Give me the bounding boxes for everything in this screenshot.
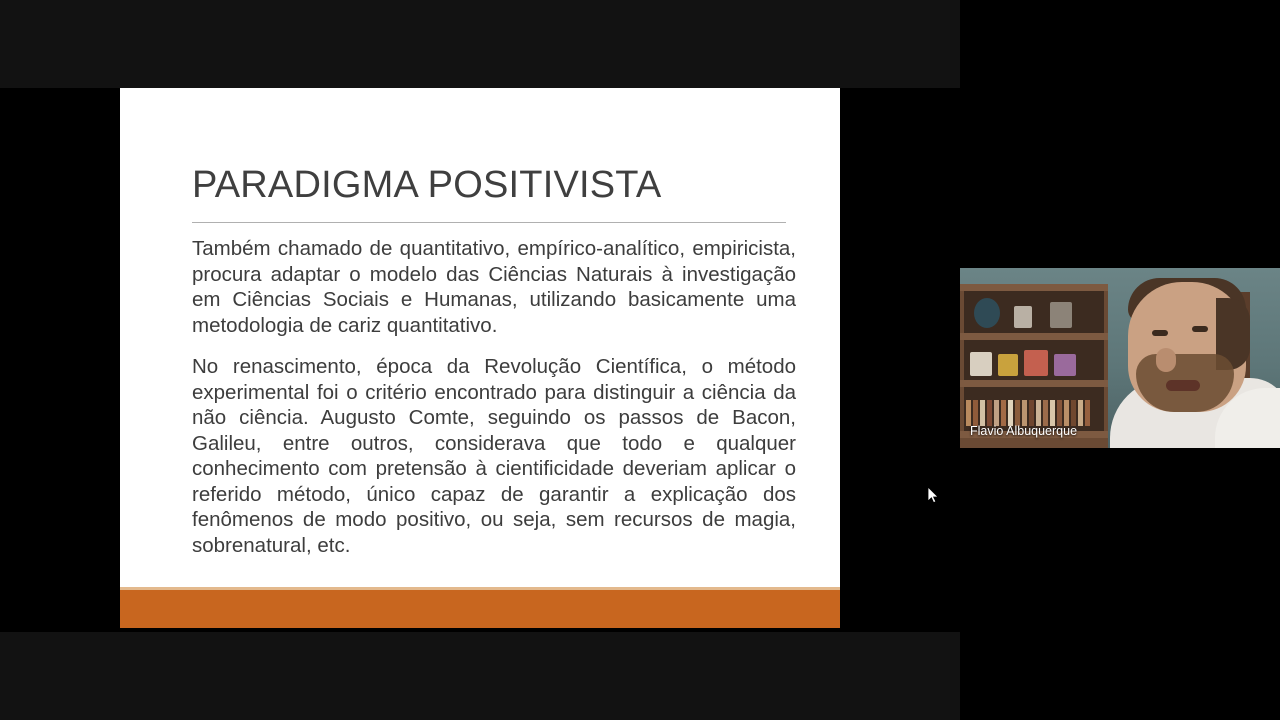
letterbox-bottom	[0, 632, 960, 720]
title-divider	[192, 222, 786, 223]
speaker-nose	[1156, 348, 1176, 372]
speaker-eye-right	[1192, 326, 1208, 332]
slide-paragraph-2: No renascimento, época da Revolução Científica, o método experimental foi o critério encontrado para distinguir a ciência da não ciência. Augusto Comte, seguindo os passos de Bacon, Galileu, entre outros, considerava que todo e qualquer conhecimento com pretensão à cientificidade deveriam aplicar o referido método, único capaz de garantir a explicação dos fenômenos de modo positivo, ou seja, sem recursos de magia, sobrenatural, etc.	[192, 355, 796, 557]
presentation-slide[interactable]	[120, 88, 840, 628]
box-decor-5	[1024, 350, 1048, 376]
shelf-board-1	[960, 284, 1108, 291]
shelf-board-3	[960, 380, 1108, 387]
slide-content	[120, 88, 840, 628]
slide-title: PARADIGMA POSITIVISTA	[192, 164, 662, 206]
globe-decor	[974, 298, 1000, 328]
box-decor-3	[970, 352, 992, 376]
slide-body	[192, 236, 796, 558]
slide-accent-bar	[120, 590, 840, 628]
slide-paragraph-1: Também chamado de quantitativo, empírico-analítico, empiricista, procura adaptar o modelo das Ciências Naturais à investigação em Ciências Sociais e Humanas, utilizando basicamente uma metodologia de cariz quantitativo.	[192, 237, 796, 337]
mouse-pointer-icon	[928, 487, 940, 505]
letterbox-top	[0, 0, 960, 88]
box-decor-6	[1054, 354, 1076, 376]
speaker-eye-left	[1152, 330, 1168, 336]
shelf-board-2	[960, 333, 1108, 340]
box-decor-4	[998, 354, 1018, 376]
participant-name-label: Flavio Albuquerque	[970, 424, 1078, 438]
box-decor-2	[1050, 302, 1072, 328]
webcam-tile[interactable]	[960, 268, 1280, 448]
books-row	[966, 400, 1090, 426]
speaker-mouth	[1166, 380, 1200, 391]
box-decor-1	[1014, 306, 1032, 328]
